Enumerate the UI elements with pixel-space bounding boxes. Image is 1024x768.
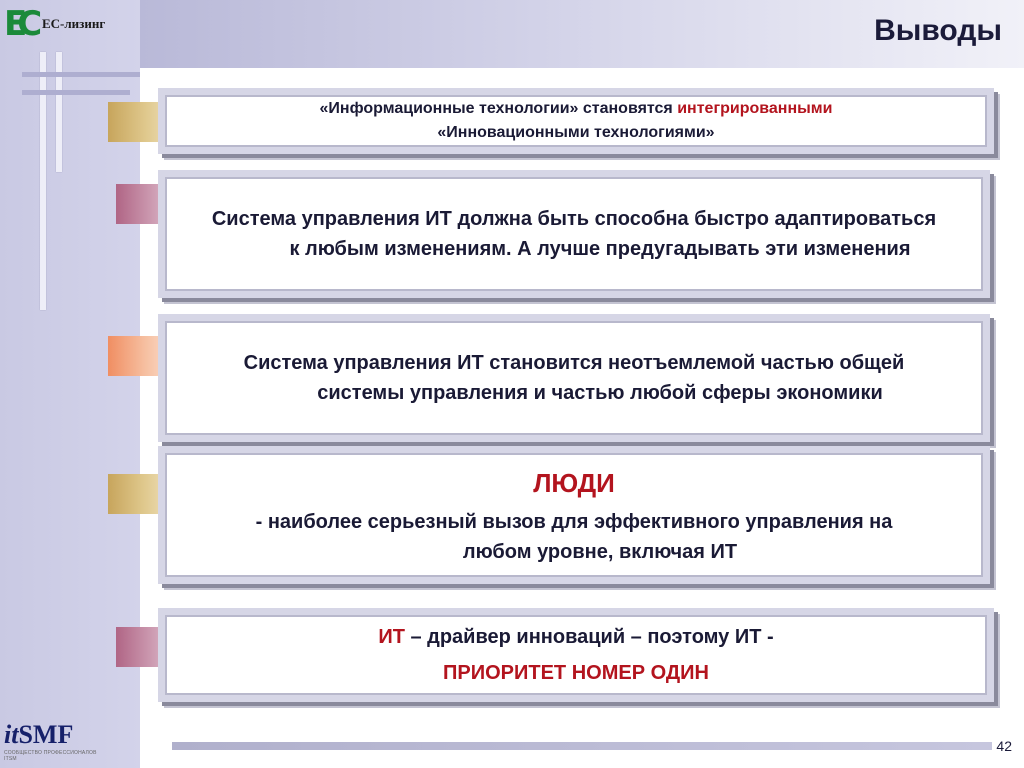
itsmf-logo-it: it (4, 720, 19, 749)
itsmf-logo-smf: SMF (18, 720, 74, 749)
page-number: 42 (996, 738, 1012, 754)
conclusion-1-highlight: интегрированными (677, 100, 833, 117)
conclusion-text-3: Система управления ИТ становится неотъемлемой частью общей системы управления и частью любой сферы экономики (243, 352, 905, 404)
company-logo (0, 2, 150, 42)
conclusion-text-4 (228, 463, 920, 567)
conclusion-1-line-2: «Инновационными технологиями» (437, 124, 715, 141)
footer-bar (172, 742, 992, 750)
conclusion-text-5 (378, 619, 773, 691)
conclusion-5-it: ИТ (378, 626, 405, 648)
cross-decoration-vertical-2 (56, 52, 62, 172)
conclusion-box-1 (158, 88, 994, 154)
cross-decoration-horizontal-2 (22, 90, 130, 95)
conclusion-4-body: - наиболее серьезный вызов для эффективного управления на любом уровне, включая ИТ (255, 511, 893, 563)
conclusion-5-part-b: – драйвер инноваций – поэтому ИТ - (404, 626, 774, 648)
conclusion-text-2: Система управления ИТ должна быть способна быстро адаптироваться к любым изменениям. А лучше предугадывать эти изменения (211, 208, 937, 260)
conclusion-5-priority: ПРИОРИТЕТ НОМЕР ОДИН (443, 662, 709, 684)
itsmf-logo (4, 722, 104, 762)
logo-mark: EC (4, 4, 33, 44)
itsmf-logo-subtitle: СООБЩЕСТВО ПРОФЕССИОНАЛОВ ITSM (4, 750, 97, 762)
conclusion-4-heading: ЛЮДИ (533, 468, 615, 498)
conclusion-text-1 (320, 97, 833, 145)
conclusion-box-5 (158, 608, 994, 702)
conclusion-box-2 (158, 170, 990, 298)
conclusion-1-part-a: «Информационные технологии» становятся (319, 100, 678, 117)
conclusion-box-4 (158, 446, 990, 584)
page-title: Выводы (874, 14, 1002, 47)
cross-decoration-horizontal-1 (22, 72, 140, 77)
conclusion-box-3 (158, 314, 990, 442)
logo-text: ЕС-лизинг (42, 16, 106, 31)
